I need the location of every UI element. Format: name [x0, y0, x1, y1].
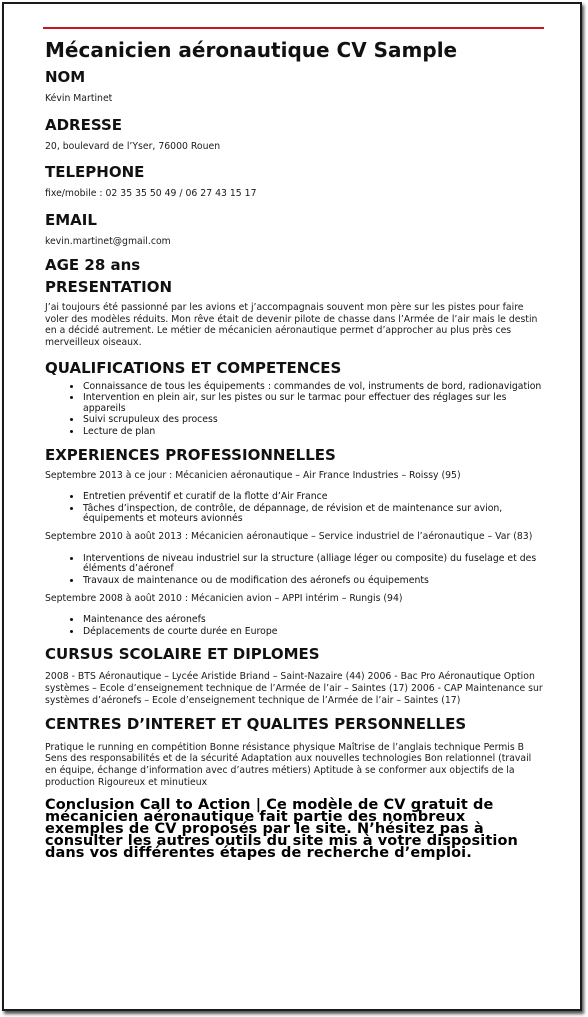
- job-tasks-list: [45, 614, 543, 637]
- email-value: kevin.martinet@gmail.com: [45, 236, 171, 248]
- email-heading: EMAIL: [45, 211, 97, 230]
- presentation-heading: PRESENTATION: [45, 277, 173, 296]
- presentation-text: J’ai toujours été passionné par les avions et j’accompagnais souvent mon père sur les pistes pour faire voler des modèles réduits. Mon rêve était de devenir pilote de chasse dans l’Armée de l’air mais le destin en a décidé autrement. Le métier de mécanicien aéronautique permet d’approcher au plus près ces merveilleux oiseaux.: [45, 301, 538, 348]
- experiences-heading: EXPERIENCES PROFESSIONNELLES: [45, 445, 336, 464]
- job-tasks-list: [45, 553, 543, 587]
- list-item: • Interventions de niveau industriel sur la structure (alliage léger ou composite) du fuselage et des éléments d’aéronef: [83, 553, 543, 575]
- accent-rule: [43, 27, 544, 29]
- adresse-heading: ADRESSE: [45, 115, 123, 134]
- nom-value: Kévin Martinet: [45, 93, 113, 104]
- list-item: • Déplacements de courte durée en Europe: [83, 626, 543, 638]
- telephone-heading: TELEPHONE: [45, 163, 145, 182]
- list-item: • Lecture de plan: [83, 426, 543, 438]
- job-heading: Septembre 2013 à ce jour : Mécanicien aéronautique – Air France Industries – Roissy (95): [45, 469, 461, 481]
- list-item: • Maintenance des aéronefs: [83, 614, 543, 626]
- page-title: Mécanicien aéronautique CV Sample: [45, 38, 458, 62]
- cv-document: [45, 38, 543, 859]
- interets-heading: CENTRES D’INTERET ET QUALITES PERSONNELLES: [45, 714, 467, 733]
- adresse-value: 20, boulevard de l’Yser, 76000 Rouen: [45, 140, 221, 152]
- list-item: • Suivi scrupuleux des process: [83, 414, 543, 426]
- list-item: • Connaissance de tous les équipements : commandes de vol, instruments de bord, radionavigation: [83, 381, 543, 393]
- interets-text: Pratique le running en compétition Bonne résistance physique Maîtrise de l’anglais technique Permis B Sens des responsabilités et de la sécurité Adaptation aux nouvelles technologies Bon relationnel (travail en équipe, échange d’information avec d’autres métiers) Aptitude à se conformer aux objectifs de la production Rigoureux et minutieux: [45, 741, 532, 788]
- telephone-value: fixe/mobile : 02 35 35 50 49 / 06 27 43 15 17: [45, 188, 257, 200]
- list-item: • Intervention en plein air, sur les pistes ou sur le tarmac pour effectuer des réglages sur les appareils: [83, 392, 543, 414]
- job-heading: Septembre 2010 à août 2013 : Mécanicien aéronautique – Service industriel de l’aéronautique – Var (83): [45, 531, 533, 543]
- qualifications-list: [45, 381, 543, 438]
- job-tasks-list: [45, 491, 543, 525]
- list-item: • Entretien préventif et curatif de la flotte d’Air France: [83, 491, 543, 503]
- qualifications-heading: QUALIFICATIONS ET COMPETENCES: [45, 358, 342, 377]
- job-heading: Septembre 2008 à août 2010 : Mécanicien avion – APPI intérim – Rungis (94): [45, 592, 403, 604]
- list-item: • Tâches d’inspection, de contrôle, de dépannage, de révision et de maintenance sur avion, équipements et moteurs avionnés: [83, 503, 543, 525]
- cursus-text: 2008 - BTS Aéronautique – Lycée Aristide Briand – Saint-Nazaire (44) 2006 - Bac Pro Aéronautique Option systèmes – Ecole d’enseignement technique de l’Armée de l’air – Saintes (17) 2006 - CAP Maintenance sur systèmes d’aéronefs – Ecole d’enseignement technique de l’Armée de l’air – Saintes (17): [45, 671, 543, 706]
- age-heading: AGE 28 ans: [45, 255, 141, 274]
- cursus-heading: CURSUS SCOLAIRE ET DIPLOMES: [45, 645, 320, 664]
- conclusion-call-to-action: Conclusion Call to Action | Ce modèle de CV gratuit de mécanicien aéronautique fait partie des nombreux exemples de CV proposés par le site. N’hésitez pas à consulter les autres outils du site mis à votre disposition dans vos différentes étapes de recherche d’emploi.: [45, 797, 518, 861]
- nom-heading: NOM: [45, 68, 86, 86]
- list-item: • Travaux de maintenance ou de modification des aéronefs ou équipements: [83, 575, 543, 587]
